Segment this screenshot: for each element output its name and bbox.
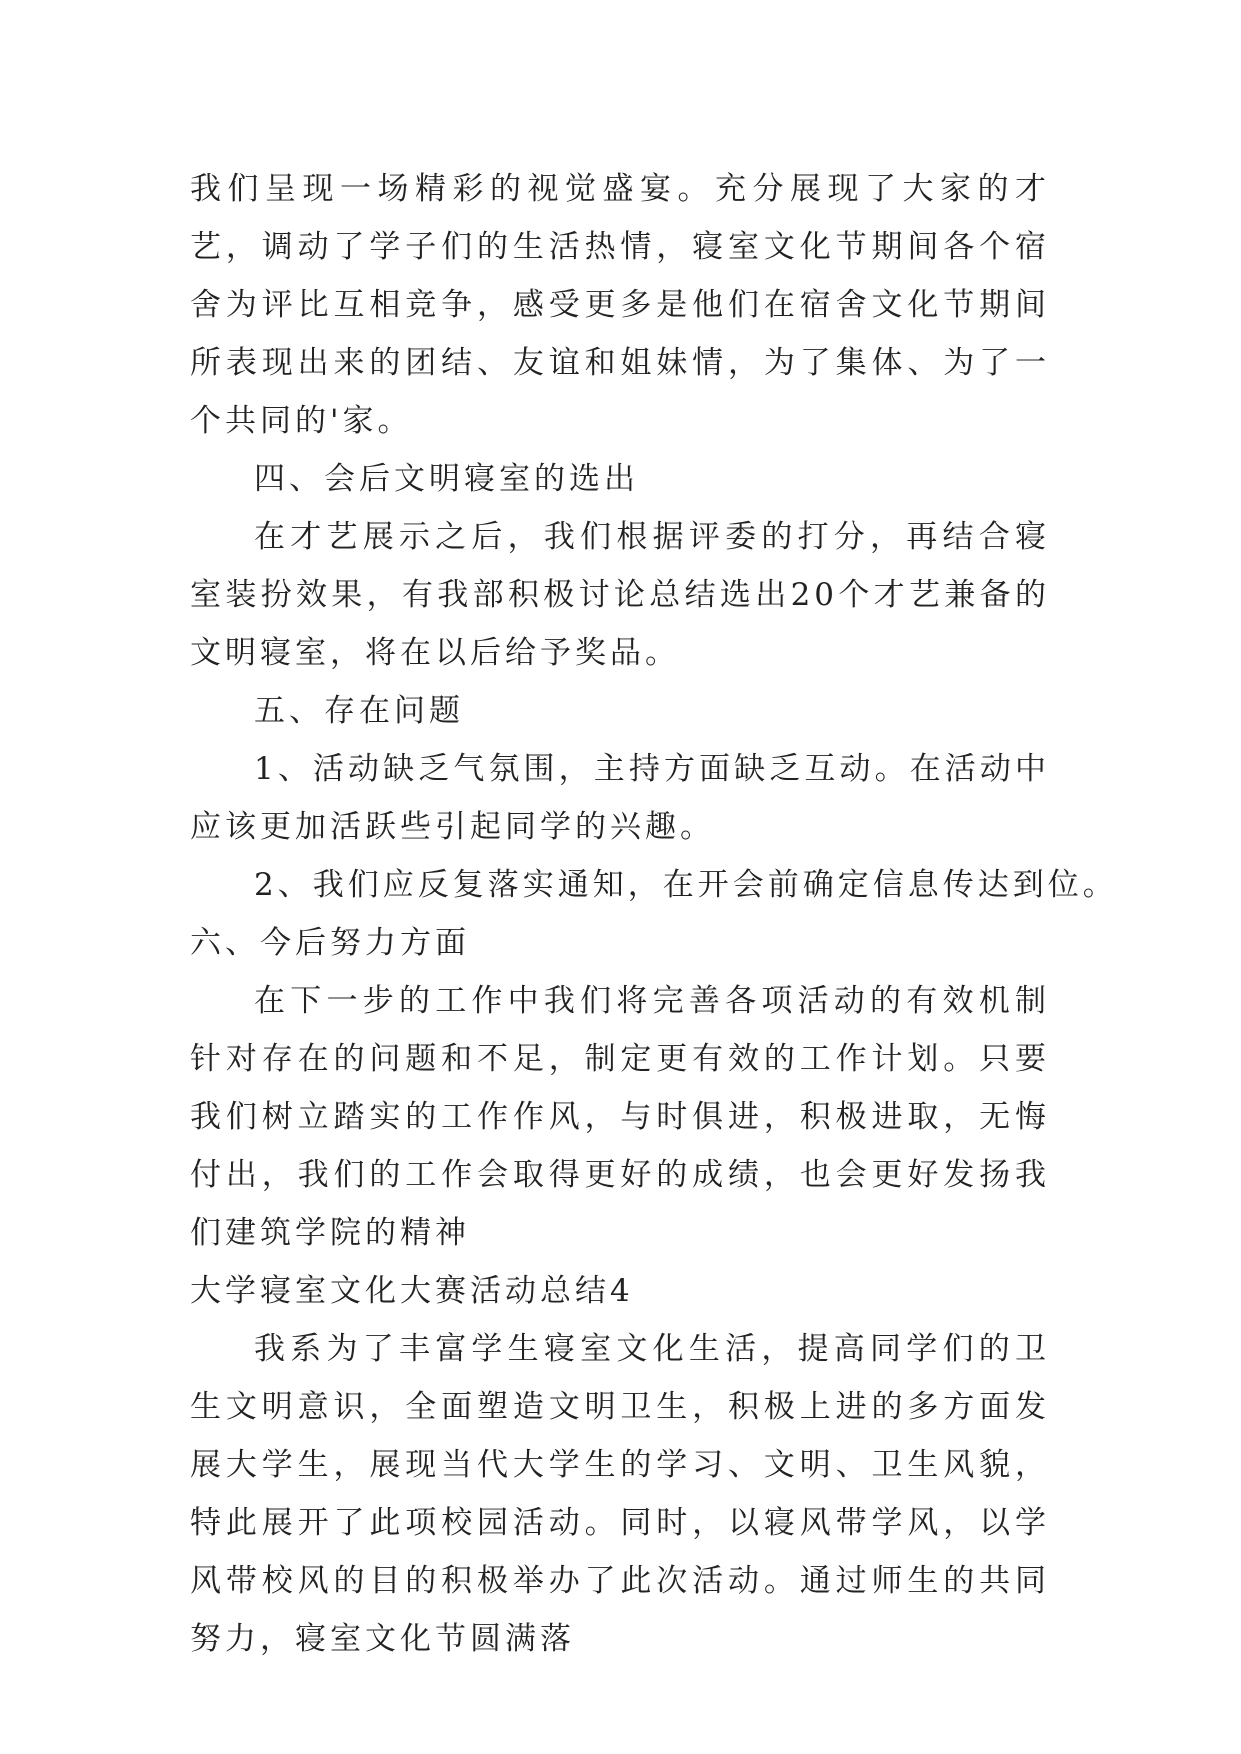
paragraph-problem-1: 1、活动缺乏气氛围，主持方面缺乏互动。在活动中应该更加活跃些引起同学的兴趣。 — [190, 751, 1050, 845]
section-heading-problems: 五、存在问题 — [254, 693, 464, 729]
document-body — [190, 160, 1118, 1668]
paragraph-future: 在下一步的工作中我们将完善各项活动的有效机制针对存在的问题和不足，制定更有效的工作计划。只要我们树立踏实的工作作风，与时俱进，积极进取，无悔付出，我们的工作会取得更好的成绩，也会更好发扬我们建筑学院的精神 — [190, 983, 1050, 1251]
paragraph-closing-summary: 我们呈现一场精彩的视觉盛宴。充分展现了大家的才艺，调动了学子们的生活热情，寝室文化节期间各个宿舍为评比互相竞争，感受更多是他们在宿舍文化节期间所表现出来的团结、友谊和姐妹情，为了集体、为了一个共同的'家。 — [190, 171, 1050, 439]
section-heading-future: 六、今后努力方面 — [190, 925, 470, 961]
paragraph-selection: 在才艺展示之后，我们根据评委的打分，再结合寝室装扮效果，有我部积极讨论总结选出20个才艺兼备的文明寝室，将在以后给予奖品。 — [190, 519, 1050, 671]
document-title: 大学寝室文化大赛活动总结4 — [190, 1273, 634, 1309]
paragraph-intro: 我系为了丰富学生寝室文化生活，提高同学们的卫生文明意识，全面塑造文明卫生，积极上进的多方面发展大学生，展现当代大学生的学习、文明、卫生风貌，特此展开了此项校园活动。同时，以寝风带学风，以学风带校风的目的积极举办了此次活动。通过师生的共同努力，寝室文化节圆满落 — [190, 1331, 1050, 1657]
section-heading-selection: 四、会后文明寝室的选出 — [254, 461, 639, 497]
paragraph-problem-2: 2、我们应反复落实通知，在开会前确定信息传达到位。 — [254, 867, 1118, 903]
